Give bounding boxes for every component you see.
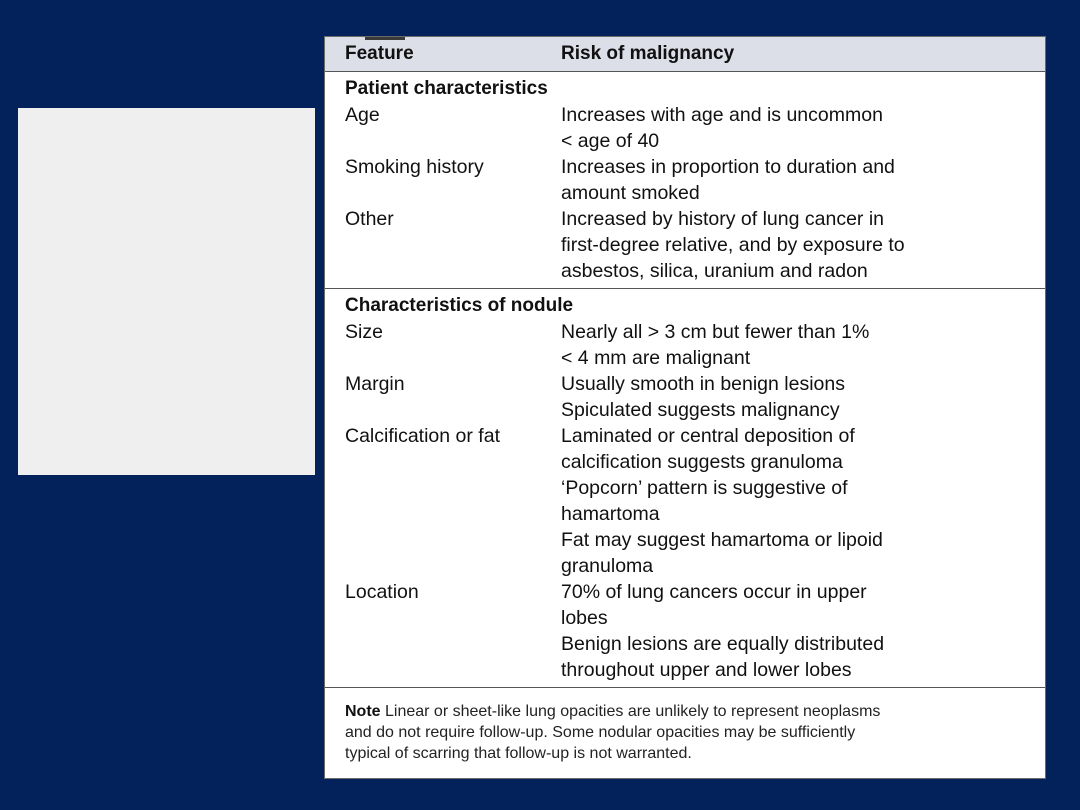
feature-cell: Smoking history (345, 156, 484, 178)
section-title: Characteristics of nodule (345, 295, 574, 316)
section-nodule-characteristics (325, 288, 1045, 687)
table-row (325, 206, 1045, 284)
risk-line: lobes (561, 607, 608, 629)
header-feature: Feature (345, 43, 414, 64)
table-row (325, 579, 1045, 683)
feature-cell: Margin (345, 373, 405, 395)
risk-cell (561, 154, 1045, 206)
blank-image-placeholder (18, 108, 315, 475)
risk-line: Laminated or central deposition of (561, 425, 855, 447)
risk-cell (561, 206, 1045, 284)
risk-line: Increased by history of lung cancer in (561, 208, 885, 230)
risk-line: Spiculated suggests malignancy (561, 399, 840, 421)
risk-line: Fat may suggest hamartoma or lipoid (561, 529, 883, 551)
risk-line: 70% of lung cancers occur in upper (561, 581, 867, 603)
note-line: typical of scarring that follow-up is not warranted. (345, 745, 692, 762)
table-corner-tab (365, 36, 405, 40)
risk-line: first-degree relative, and by exposure to (561, 234, 905, 256)
table-note (325, 687, 1045, 770)
risk-line: ‘Popcorn’ pattern is suggestive of (561, 477, 848, 499)
section-patient-characteristics (325, 72, 1045, 288)
risk-line: Increases in proportion to duration and (561, 156, 895, 178)
risk-cell (561, 102, 1045, 154)
note-line (345, 701, 1031, 722)
note-label: Note (345, 703, 381, 720)
feature-cell: Location (345, 581, 419, 603)
table-row (325, 319, 1045, 371)
feature-cell: Age (345, 104, 380, 126)
risk-line: < 4 mm are malignant (561, 347, 751, 369)
risk-line: calcification suggests granuloma (561, 451, 843, 473)
table-row (325, 423, 1045, 579)
feature-cell: Other (345, 208, 394, 230)
risk-line: granuloma (561, 555, 654, 577)
feature-cell: Calcification or fat (345, 425, 500, 447)
risk-line: Increases with age and is uncommon (561, 104, 883, 126)
risk-line: Nearly all > 3 cm but fewer than 1% (561, 321, 870, 343)
table-header-row (325, 37, 1045, 72)
note-text: Linear or sheet-like lung opacities are unlikely to represent neoplasms (380, 703, 881, 720)
note-line: and do not require follow-up. Some nodular opacities may be sufficiently (345, 724, 856, 741)
risk-cell (561, 579, 1045, 683)
risk-cell (561, 423, 1045, 579)
risk-line: < age of 40 (561, 130, 660, 152)
risk-line: asbestos, silica, uranium and radon (561, 260, 868, 282)
risk-cell (561, 319, 1045, 371)
risk-line: throughout upper and lower lobes (561, 659, 852, 681)
section-title: Patient characteristics (345, 78, 548, 99)
table-row (325, 154, 1045, 206)
risk-line: hamartoma (561, 503, 660, 525)
table-row (325, 102, 1045, 154)
risk-line: Usually smooth in benign lesions (561, 373, 845, 395)
risk-cell (561, 371, 1045, 423)
malignancy-risk-table (324, 36, 1046, 779)
header-risk: Risk of malignancy (561, 43, 735, 64)
table-row (325, 371, 1045, 423)
risk-line: amount smoked (561, 182, 700, 204)
feature-cell: Size (345, 321, 383, 343)
risk-line: Benign lesions are equally distributed (561, 633, 885, 655)
